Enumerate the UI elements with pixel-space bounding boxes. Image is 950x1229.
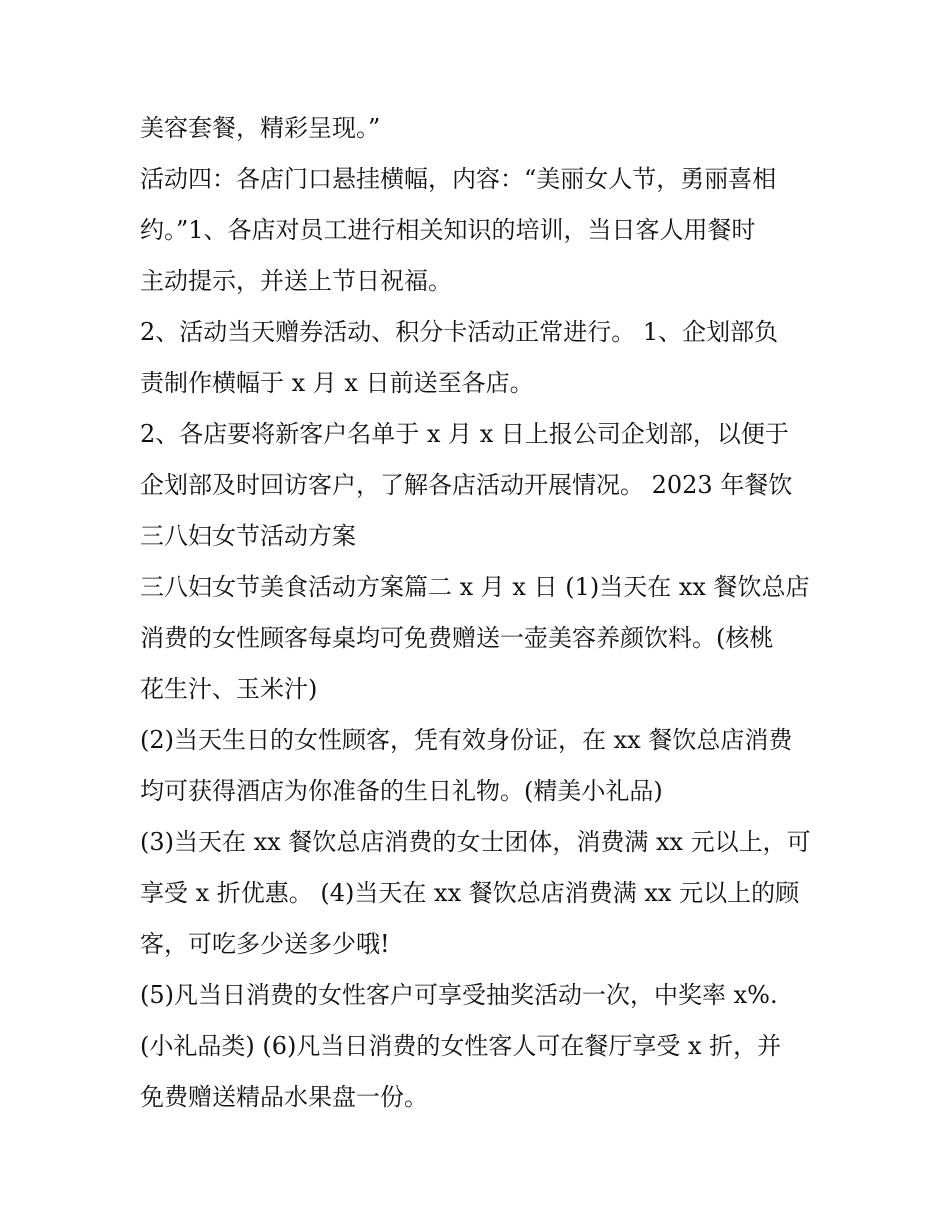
text-line: 约。”1、各店对员工进行相关知识的培训，当日客人用餐时 <box>140 216 756 244</box>
text-line: 2、各店要将新客户名单于 x 月 x 日上报公司企划部，以便于 <box>140 420 789 448</box>
text-line: 美容套餐，精彩呈现。” <box>140 114 381 142</box>
text-line: 企划部及时回访客户，了解各店活动开展情况。 2023 年餐饮 <box>140 471 793 499</box>
text-line: (3)当天在 xx 餐饮总店消费的女士团体，消费满 xx 元以上，可 <box>140 828 811 856</box>
text-line: 花生汁、玉米汁) <box>140 675 318 703</box>
text-line: 2、活动当天赠券活动、积分卡活动正常进行。 1、企划部负 <box>140 318 779 346</box>
text-line: 三八妇女节美食活动方案篇二 x 月 x 日 (1)当天在 xx 餐饮总店 <box>140 573 810 601</box>
text-line: 免费赠送精品水果盘一份。 <box>140 1083 428 1111</box>
text-line: (2)当天生日的女性顾客，凭有效身份证，在 xx 餐饮总店消费 <box>140 726 793 754</box>
text-line: 主动提示，并送上节日祝福。 <box>140 267 452 295</box>
text-line: 活动四：各店门口悬挂横幅，内容：“美丽女人节，勇丽喜相 <box>140 165 777 193</box>
text-line: 客，可吃多少送多少哦! <box>140 930 390 958</box>
text-line: 消费的女性顾客每桌均可免费赠送一壶美容养颜饮料。(核桃 <box>140 624 774 652</box>
text-line: (小礼品类) (6)凡当日消费的女性客人可在餐厅享受 x 折，并 <box>140 1032 782 1060</box>
text-line: (5)凡当日消费的女性客户可享受抽奖活动一次，中奖率 x%. <box>140 981 778 1009</box>
text-line: 均可获得酒店为你准备的生日礼物。(精美小礼品) <box>140 777 663 805</box>
document-body <box>140 103 815 1123</box>
text-line: 三八妇女节活动方案 <box>140 522 356 550</box>
text-line: 享受 x 折优惠。 (4)当天在 xx 餐饮总店消费满 xx 元以上的顾 <box>140 879 800 907</box>
text-line: 责制作横幅于 x 月 x 日前送至各店。 <box>140 369 534 397</box>
